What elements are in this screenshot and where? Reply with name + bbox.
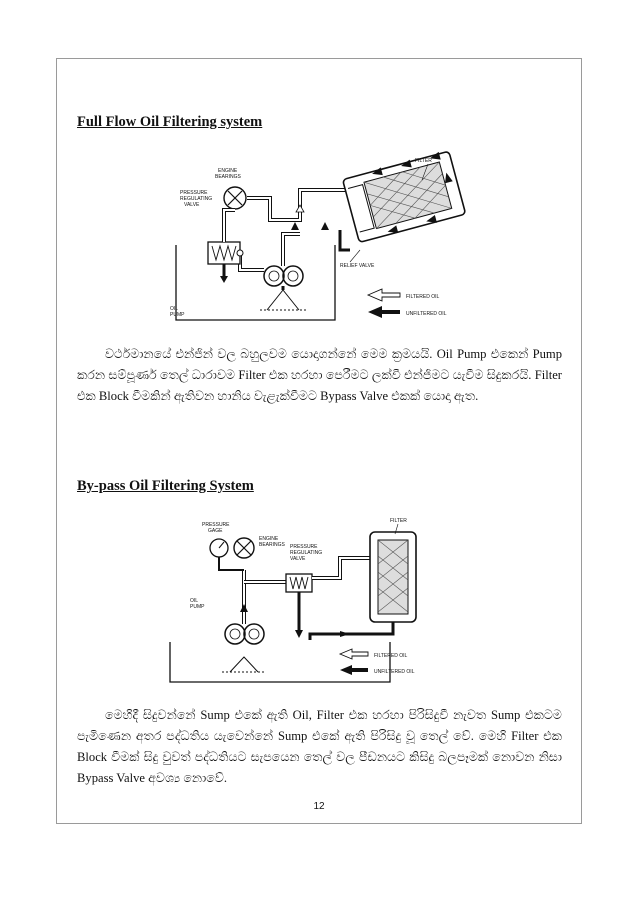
section-paragraph: මෙහිදී සිදුවන්නේ Sump එකේ ඇති Oil, Filter එක හරහා පිරිසිදුවී නැවත Sump එකටම පැමිණෙන අතර පද්ධතිය යැවෙන්නේ Sump එකේ ඇති පිරිසිදු වූ තෙල් වේ. මෙහි Filter එක Block වීමක් සිදු වුවත් පද්ධතියට සැපයෙන තෙල් වල පීඩනයට කිසිදු බලපෑමක් නොවන නිසා Bypass Valve අවශ්‍ය නොවේ. [77, 708, 562, 785]
svg-text:FILTER: FILTER [390, 518, 407, 524]
page-number: 12 [313, 801, 325, 812]
svg-text:PRESSUREREGULATINGVALVE: PRESSURE REGULATING VALVE [290, 544, 323, 562]
legend-unfiltered: UNFILTERED OIL [406, 311, 447, 317]
svg-text:OILPUMP: OIL PUMP [170, 306, 185, 318]
svg-text:PRESSUREGAGE: PRESSURE GAGE [202, 522, 230, 534]
bypass-diagram [160, 512, 450, 692]
legend-filtered: FILTERED OIL [406, 294, 440, 300]
section-title: By-pass Oil Filtering System [77, 478, 254, 494]
legend-unfiltered: UNFILTERED OIL [374, 669, 415, 675]
section-paragraph: වර්ථමානයේ එන්ජින් වල බහුලවම යොදාගන්නේ මෙම ක්‍රමයයි. Oil Pump එකෙන් Pump කරන සම්පූර්ණ තෙල් ධාරාවම Filter එක හරහා පෙරීමට ලක්වී එන්ජිමට යැවීම සිදුකරයි. Filter එක Block වීමකින් ඇතිවන හානිය වැළැක්වීමට Bypass Valve එකක් යොදා ඇත. [77, 347, 562, 403]
legend-filtered: FILTERED OIL [374, 653, 408, 659]
svg-text:PRESSUREREGULATINGVALVE: PRESSURE REGULATING VALVE [180, 190, 213, 208]
section-title: Full Flow Oil Filtering system [77, 114, 263, 130]
svg-text:ENGINEBEARINGS: ENGINE BEARINGS [259, 536, 285, 548]
svg-text:FILTER: FILTER [415, 158, 432, 164]
full-flow-diagram [160, 150, 480, 330]
svg-text:RELIEF VALVE: RELIEF VALVE [340, 263, 375, 269]
svg-text:ENGINEBEARINGS: ENGINE BEARINGS [215, 168, 241, 180]
svg-text:OILPUMP: OIL PUMP [190, 598, 205, 610]
